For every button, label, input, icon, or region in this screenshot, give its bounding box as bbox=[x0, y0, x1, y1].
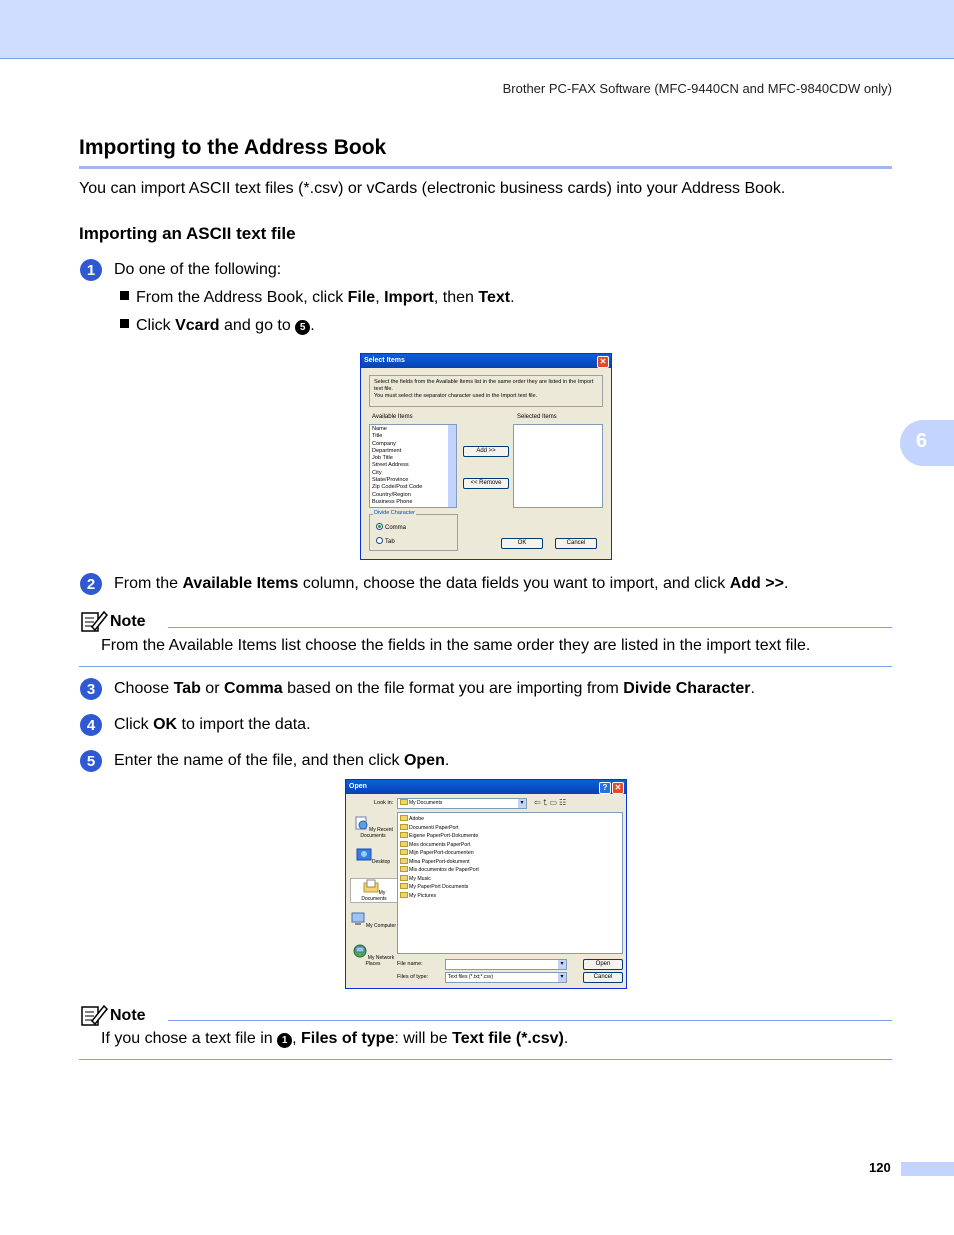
folder-icon bbox=[400, 866, 408, 872]
running-head: Brother PC-FAX Software (MFC-9440CN and MFC-9840CDW only) bbox=[502, 81, 892, 96]
new-folder-icon[interactable]: ▭ bbox=[549, 798, 559, 807]
available-items-label: Available Items bbox=[372, 414, 413, 420]
note-rule bbox=[168, 1020, 892, 1021]
open-dialog bbox=[345, 779, 627, 989]
folder-icon bbox=[400, 832, 408, 838]
step-5-reference: 5 bbox=[295, 320, 310, 335]
folder-item[interactable] bbox=[400, 815, 620, 824]
cancel-button[interactable]: Cancel bbox=[583, 972, 623, 983]
step-2-text: From the Available Items column, choose the data fields you want to import, and click Add >>. bbox=[114, 575, 789, 592]
look-in-label: Look in: bbox=[374, 800, 394, 806]
note-pencil-icon bbox=[80, 1003, 108, 1027]
available-item[interactable]: State/Province bbox=[372, 477, 409, 484]
selected-items-label: Selected Items bbox=[517, 414, 557, 420]
folder-icon bbox=[400, 858, 408, 864]
folder-label: My Pictures bbox=[409, 892, 437, 899]
step-3-number: 3 bbox=[80, 678, 102, 700]
dialog-titlebar: Open ? ✕ bbox=[346, 780, 626, 794]
available-item[interactable]: Country/Region bbox=[372, 491, 411, 498]
folder-label: Eigene PaperPort-Dokumente bbox=[409, 833, 479, 839]
cancel-button[interactable]: Cancel bbox=[555, 538, 597, 549]
step-1-reference: 1 bbox=[277, 1033, 292, 1048]
intro-paragraph: You can import ASCII text files (*.csv) or vCards (electronic business cards) into your Address Book. bbox=[79, 180, 786, 197]
available-item[interactable]: Title bbox=[372, 433, 383, 440]
folder-icon bbox=[400, 883, 408, 889]
step-5-text: Enter the name of the file, and then click Open. bbox=[114, 752, 450, 769]
available-item[interactable]: Business Phone bbox=[372, 498, 413, 505]
my-documents-icon bbox=[363, 879, 379, 893]
title-rule bbox=[79, 166, 892, 169]
note-rule bbox=[168, 627, 892, 628]
folder-item[interactable] bbox=[400, 875, 620, 884]
folder-label: Documenti PaperPort bbox=[409, 824, 459, 831]
note-label: Note bbox=[110, 1007, 146, 1024]
add-button[interactable]: Add >> bbox=[463, 446, 509, 457]
up-folder-icon[interactable]: ⮤ bbox=[542, 798, 550, 807]
note-bottom-rule bbox=[79, 1059, 892, 1060]
folder-item[interactable] bbox=[400, 841, 620, 850]
folder-icon bbox=[400, 841, 408, 847]
folder-item[interactable] bbox=[400, 824, 620, 833]
views-icon[interactable]: ☷ bbox=[559, 798, 569, 807]
section-title: Importing to the Address Book bbox=[79, 136, 387, 159]
folder-icon bbox=[400, 892, 408, 898]
divide-character-group bbox=[369, 510, 458, 551]
bullet-2: Click Vcard and go to 5 . bbox=[120, 317, 315, 335]
step-4-text: Click OK to import the data. bbox=[114, 716, 311, 733]
close-icon[interactable]: ✕ bbox=[597, 356, 609, 368]
ok-button[interactable]: OK bbox=[501, 538, 543, 549]
bullet-1: From the Address Book, click File, Import, then Text. bbox=[120, 289, 515, 307]
folder-item[interactable] bbox=[400, 892, 620, 901]
step-2-number: 2 bbox=[80, 573, 102, 595]
folder-item[interactable] bbox=[400, 849, 620, 858]
bullet-square-icon bbox=[120, 291, 129, 300]
step-5-number: 5 bbox=[80, 750, 102, 772]
available-item[interactable]: City bbox=[372, 469, 382, 476]
tab-radio[interactable]: Tab bbox=[376, 537, 395, 545]
bullet-square-icon bbox=[120, 319, 129, 328]
available-item[interactable]: Zip Code/Post Code bbox=[372, 484, 423, 491]
chapter-number: 6 bbox=[916, 430, 928, 452]
available-item[interactable]: Company bbox=[372, 440, 396, 447]
close-icon[interactable]: ✕ bbox=[612, 782, 624, 794]
folder-icon bbox=[400, 849, 408, 855]
open-button[interactable]: Open bbox=[583, 959, 623, 970]
folder-item[interactable] bbox=[400, 866, 620, 875]
remove-button[interactable]: << Remove bbox=[463, 478, 509, 489]
note-pencil-icon bbox=[80, 609, 108, 633]
scrollbar[interactable] bbox=[448, 425, 456, 507]
available-item[interactable]: Job Title bbox=[372, 455, 393, 462]
dialog-titlebar: Select Items ✕ bbox=[361, 354, 611, 368]
select-items-dialog bbox=[360, 353, 612, 560]
step-3-text: Choose Tab or Comma based on the file format you are importing from Divide Character. bbox=[114, 680, 755, 697]
file-name-input[interactable] bbox=[445, 959, 567, 970]
step-1-text: Do one of the following: bbox=[114, 261, 282, 278]
places-bar bbox=[350, 812, 395, 984]
step-4-number: 4 bbox=[80, 714, 102, 736]
folder-icon bbox=[400, 875, 408, 881]
file-list[interactable] bbox=[397, 812, 623, 954]
note-text: From the Available Items list choose the fields in the same order they are listed in the import text file. bbox=[101, 637, 811, 654]
back-icon[interactable]: ⇦ bbox=[534, 798, 543, 807]
folder-icon bbox=[400, 824, 408, 830]
page-number: 120 bbox=[869, 1160, 891, 1175]
place-my-documents[interactable]: My Documents bbox=[350, 878, 398, 903]
my-computer-icon bbox=[350, 912, 366, 926]
folder-label: Mis documentos de PaperPort bbox=[409, 867, 479, 873]
instruction-box: Select the fields from the Available Items list in the same order they are listed in the Import text file. You must select the separator character used in the Import text file. bbox=[369, 375, 603, 407]
folder-label: Adobe bbox=[409, 816, 425, 822]
available-item[interactable]: Street Address bbox=[372, 462, 409, 469]
folder-item[interactable] bbox=[400, 832, 620, 841]
folder-item[interactable] bbox=[400, 883, 620, 892]
place-desktop[interactable]: Desktop bbox=[350, 848, 396, 865]
available-item[interactable]: Name bbox=[372, 426, 387, 432]
note-text: If you chose a text file in 1 , Files of type: will be Text file (*.csv). bbox=[101, 1030, 569, 1047]
place-my-computer[interactable]: My Computer bbox=[350, 912, 396, 929]
subsection-title: Importing an ASCII text file bbox=[79, 224, 296, 243]
help-icon[interactable]: ? bbox=[599, 782, 611, 794]
folder-label: My PaperPort Documents bbox=[409, 884, 469, 890]
folder-icon bbox=[400, 799, 408, 805]
place-recent[interactable]: My Recent Documents bbox=[350, 816, 396, 839]
folder-label: Mes documents PaperPort bbox=[409, 841, 471, 848]
chapter-tab bbox=[900, 420, 954, 466]
recent-documents-icon bbox=[353, 816, 369, 830]
folder-label: Mijn PaperPort-documenten bbox=[409, 850, 474, 856]
folder-label: My Music bbox=[409, 875, 431, 882]
desktop-icon bbox=[356, 848, 372, 862]
folder-item[interactable] bbox=[400, 858, 620, 867]
files-of-type-combo[interactable]: Text files (*.txt;*.csv) ▾ bbox=[445, 972, 567, 983]
comma-radio[interactable]: Comma bbox=[376, 523, 406, 531]
toolbar-icons bbox=[534, 798, 568, 808]
note-label: Note bbox=[110, 613, 146, 630]
folder-icon bbox=[400, 815, 408, 821]
available-items-list[interactable] bbox=[369, 424, 457, 508]
place-network[interactable]: My Network Places bbox=[350, 944, 396, 967]
divide-character-label: Divide Character bbox=[374, 510, 415, 516]
file-name-label: File name: bbox=[397, 961, 423, 967]
look-in-combo[interactable]: My Documents ▾ bbox=[397, 798, 527, 809]
selected-items-list[interactable] bbox=[513, 424, 603, 508]
available-item[interactable]: Department bbox=[372, 447, 402, 454]
top-band bbox=[0, 0, 954, 59]
page-bar bbox=[901, 1162, 954, 1176]
folder-label: Mina PaperPort-dokument bbox=[409, 858, 470, 865]
step-1-number: 1 bbox=[80, 259, 102, 281]
network-places-icon bbox=[352, 944, 368, 958]
note-bottom-rule bbox=[79, 666, 892, 667]
files-of-type-label: Files of type: bbox=[397, 974, 429, 980]
